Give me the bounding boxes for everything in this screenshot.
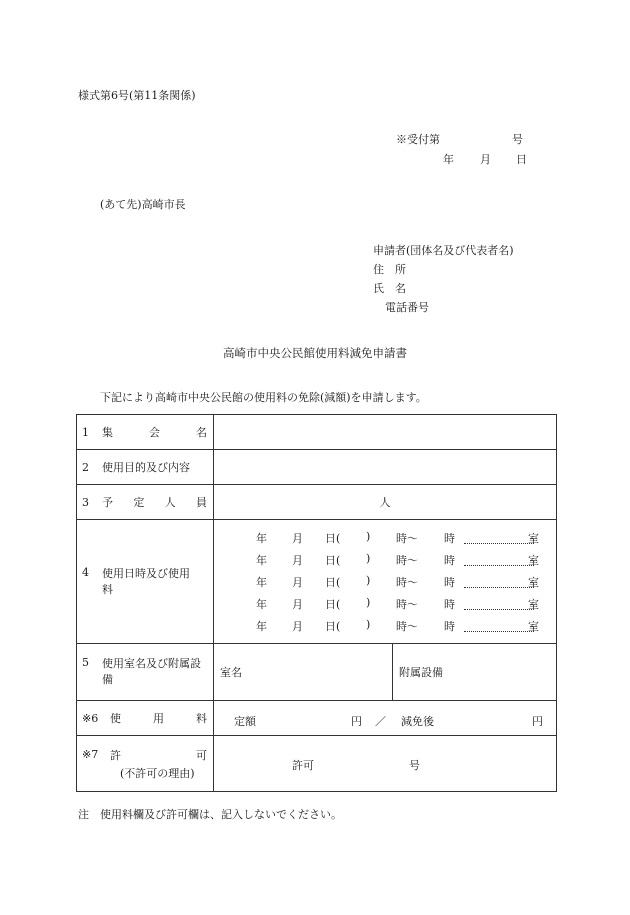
dt-time-from: 時～ (396, 620, 418, 633)
field-meeting-name[interactable] (214, 415, 557, 450)
dt-close: ) (366, 618, 371, 631)
dt-time-to: 時 (444, 554, 455, 567)
label-text: 使用室名及び附属設備 (102, 657, 201, 686)
label-permit-sub: (不許可の理由) (120, 766, 195, 780)
dt-day: 日( (325, 532, 341, 545)
dt-room: 室 (528, 554, 539, 567)
intro-text: 下記により高崎市中央公民館の使用料の免除(減額)を申請します。 (100, 391, 427, 404)
label-char: 可 (196, 748, 207, 762)
label-char: 名 (196, 426, 207, 439)
receipt-month: 月 (480, 153, 491, 166)
label-char: 人 (164, 496, 176, 509)
label-char: 員 (195, 496, 207, 509)
dt-time-to: 時 (444, 576, 455, 589)
row-datetime (77, 520, 557, 644)
receipt-mark: ※受付第 (396, 133, 440, 146)
dt-close: ) (366, 552, 371, 565)
dt-year: 年 (256, 554, 267, 567)
dt-month: 月 (292, 598, 303, 611)
label-expected-people (77, 485, 214, 520)
dt-time-to: 時 (444, 620, 455, 633)
application-table (76, 414, 557, 792)
room-blank[interactable] (464, 574, 534, 588)
label-fee (77, 701, 214, 736)
dt-time-from: 時～ (396, 532, 418, 545)
equipment-label: 附属設備 (399, 666, 443, 679)
dt-month: 月 (292, 576, 303, 589)
applicant-address: 住 所 (373, 263, 406, 276)
row-number: 1 (82, 425, 89, 439)
dt-day: 日( (325, 620, 341, 633)
dt-year: 年 (256, 576, 267, 589)
field-fee[interactable] (214, 701, 557, 736)
dt-close: ) (366, 596, 371, 609)
dt-year: 年 (256, 620, 267, 633)
datetime-line[interactable] (214, 570, 556, 592)
row-number: ※7 (82, 748, 99, 761)
row-number: 3 (82, 495, 89, 509)
room-blank[interactable] (464, 530, 534, 544)
row-room-equipment (77, 644, 557, 701)
field-datetime[interactable] (214, 520, 557, 644)
dt-time-from: 時～ (396, 554, 418, 567)
field-room-equipment (214, 644, 557, 701)
dt-room: 室 (528, 598, 539, 611)
row-number: 2 (82, 460, 89, 474)
applicant-name: 氏 名 (373, 282, 406, 295)
fee-fixed-label: 定額 (234, 715, 256, 728)
label-char: 会 (149, 426, 160, 439)
dt-day: 日( (325, 554, 341, 567)
fee-slash: ／ (375, 715, 386, 728)
row-fee (77, 701, 557, 736)
dt-year: 年 (256, 532, 267, 545)
field-room-name[interactable] (214, 644, 393, 700)
row-expected-people (77, 485, 557, 520)
label-char: 予 (102, 496, 113, 509)
label-purpose (77, 450, 214, 485)
receipt-date (443, 151, 527, 167)
label-char: 用 (153, 712, 164, 725)
fee-yen: 円 (351, 715, 362, 728)
label-room-equipment (77, 644, 214, 701)
dt-time-from: 時～ (396, 598, 418, 611)
label-text: 使用日時及び使用料 (102, 566, 190, 596)
dt-time-to: 時 (444, 532, 455, 545)
document-title: 高崎市中央公民館使用料減免申請書 (223, 346, 407, 360)
addressee: (あて先)高崎市長 (100, 198, 186, 211)
dt-month: 月 (292, 554, 303, 567)
label-char: 使 (110, 712, 121, 725)
receipt-go: 号 (512, 133, 523, 146)
row-permit (77, 736, 557, 792)
people-unit: 人 (379, 496, 391, 509)
form-number: 様式第6号(第11条関係) (78, 89, 196, 102)
fee-reduced-yen: 円 (532, 715, 543, 728)
label-meeting-name (77, 415, 214, 450)
row-number: 5 (82, 656, 89, 669)
receipt-day: 日 (516, 153, 527, 166)
label-datetime (77, 520, 214, 644)
receipt-year: 年 (443, 153, 454, 166)
dt-close: ) (366, 530, 371, 543)
row-meeting-name (77, 415, 557, 450)
applicant-block (373, 241, 514, 317)
label-char: 定 (133, 496, 145, 509)
permit-go: 号 (409, 759, 420, 772)
datetime-line[interactable] (214, 526, 556, 548)
dt-time-to: 時 (444, 598, 455, 611)
room-blank[interactable] (464, 596, 534, 610)
field-equipment[interactable] (393, 644, 443, 700)
dt-day: 日( (325, 576, 341, 589)
row-number: ※6 (82, 711, 99, 725)
field-permit[interactable] (214, 736, 557, 792)
dt-year: 年 (256, 598, 267, 611)
datetime-line[interactable] (214, 548, 556, 570)
label-permit (77, 736, 214, 792)
label-char: 許 (110, 748, 121, 762)
datetime-line[interactable] (214, 614, 556, 636)
dt-room: 室 (528, 576, 539, 589)
applicant-phone: 電話番号 (385, 301, 429, 314)
fee-reduced-label: 減免後 (401, 715, 434, 728)
field-expected-people[interactable] (214, 485, 557, 520)
dt-close: ) (366, 574, 371, 587)
label-char: 集 (102, 426, 113, 439)
field-purpose[interactable] (214, 450, 557, 485)
row-purpose (77, 450, 557, 485)
receipt-number (396, 131, 523, 147)
permit-label: 許可 (292, 759, 314, 772)
note: 注 使用料欄及び許可欄は、記入しないでください。 (78, 808, 342, 821)
dt-room: 室 (528, 620, 539, 633)
label-char: 料 (196, 712, 207, 725)
dt-time-from: 時～ (396, 576, 418, 589)
dt-month: 月 (292, 532, 303, 545)
room-blank[interactable] (464, 618, 534, 632)
room-blank[interactable] (464, 552, 534, 566)
applicant-label: 申請者(団体名及び代表者名) (373, 244, 514, 257)
dt-month: 月 (292, 620, 303, 633)
label-text: 使用目的及び内容 (102, 461, 190, 474)
dt-day: 日( (325, 598, 341, 611)
dt-room: 室 (528, 532, 539, 545)
row-number: 4 (82, 565, 89, 579)
room-label: 室名 (220, 666, 242, 679)
datetime-line[interactable] (214, 592, 556, 614)
